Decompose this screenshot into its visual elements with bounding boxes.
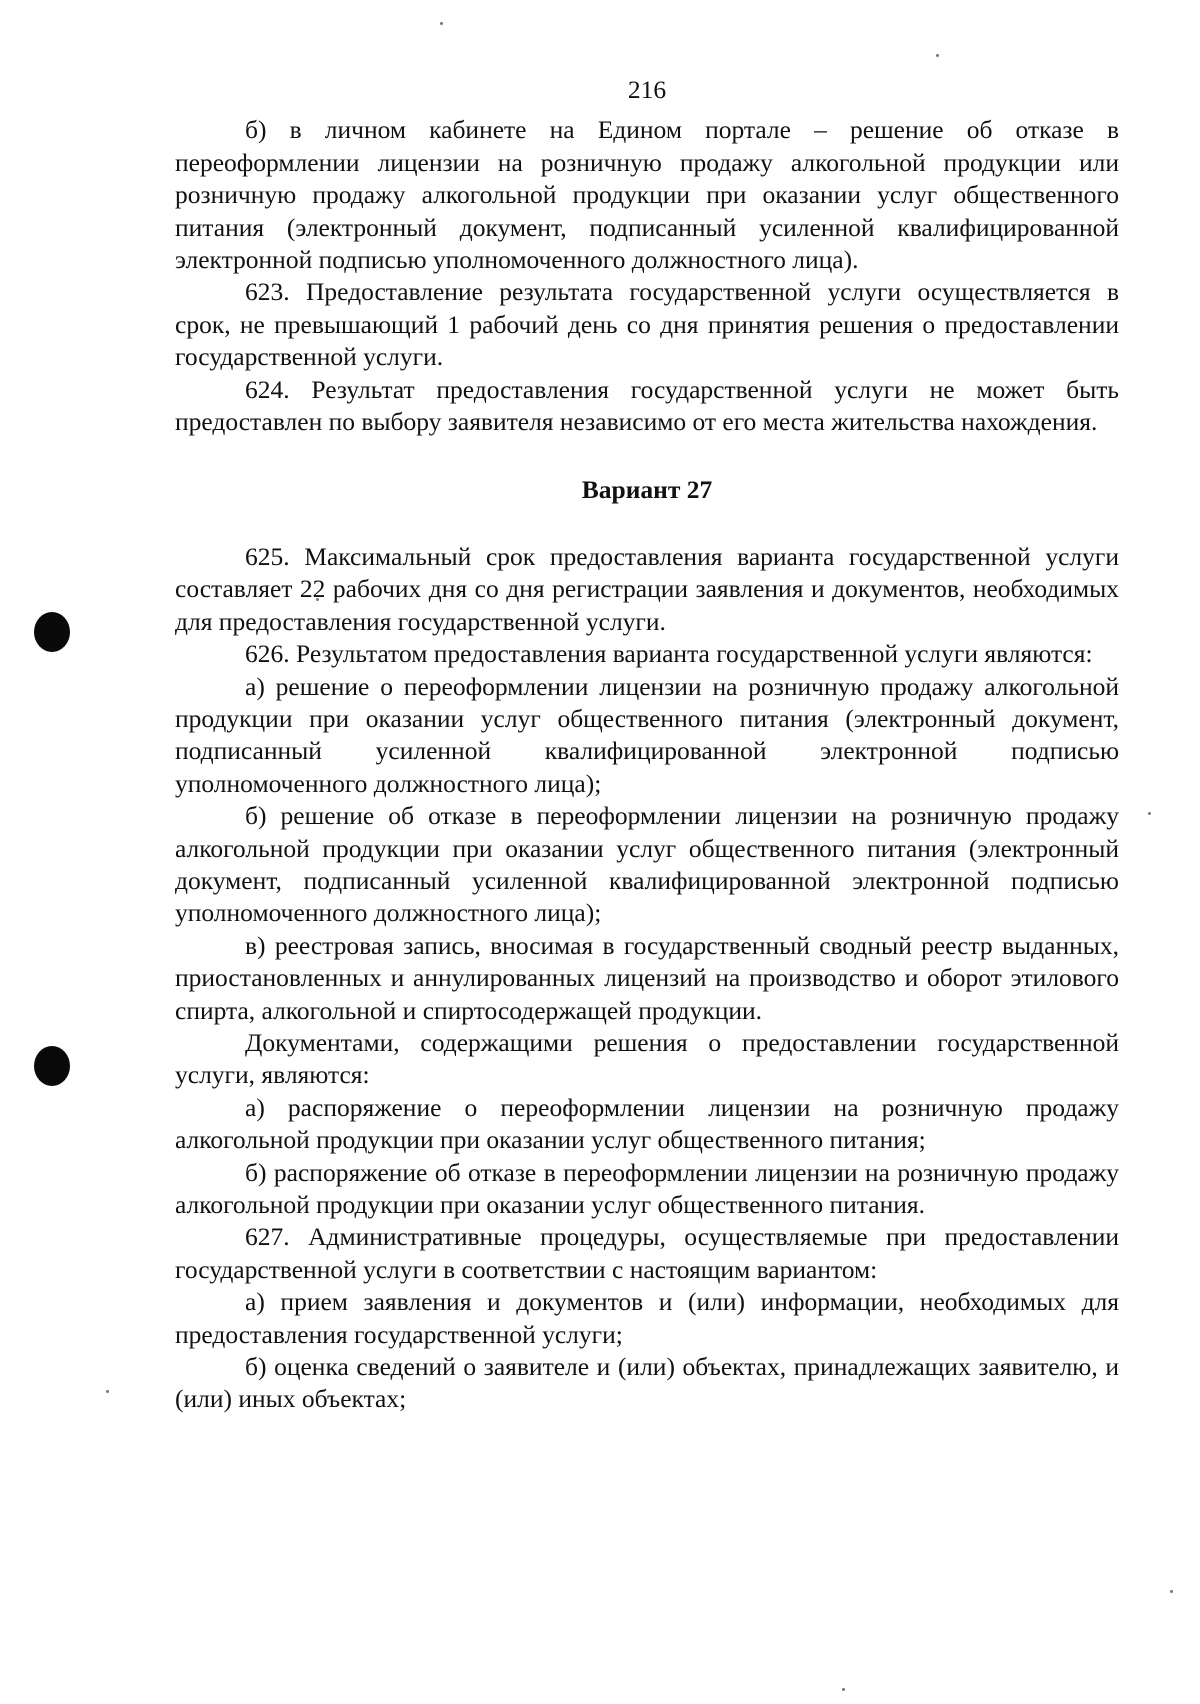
paragraph-624: 624. Результат предоставления государственной услуги не может быть предоставлен по выбору заявителя независимо от его места жительства нахождения. <box>175 374 1119 437</box>
section-heading: Вариант 27 <box>581 475 713 505</box>
paragraph-626-v: в) реестровая запись, вносимая в государственный сводный реестр выданных, приостановленных и аннулированных лицензий на производство и оборот этилового спирта, алкогольной и спиртосодержащей продукции. <box>175 930 1119 1025</box>
paragraph-627-b: б) оценка сведений о заявителе и (или) объектах, принадлежащих заявителю, и (или) иных объектах; <box>175 1352 1119 1414</box>
document-page <box>175 74 1119 1416</box>
binder-hole-mark <box>34 612 70 652</box>
page-number: 216 <box>627 75 667 104</box>
scan-speck <box>440 22 443 25</box>
paragraph-b-personal-cabinet: б) в личном кабинете на Едином портале – решение об отказе в переоформлении лицензии на розничную продажу алкогольной продукции или розничную продажу алкогольной продукции при оказании услуг общественного питания (электронный документ, подписанный усиленной квалифицированной электронной подписью уполномоченного должностного лица). <box>175 115 1119 275</box>
paragraph-626-a: а) решение о переоформлении лицензии на розничную продажу алкогольной продукции при оказании услуг общественного питания (электронный документ, подписанный усиленной квалифицированной электронной подписью уполномоченного должностного лица); <box>175 671 1119 798</box>
scan-speck <box>842 1688 845 1691</box>
paragraph-625: 625. Максимальный срок предоставления варианта государственной услуги составляет 22 рабочих дня со дня регистрации заявления и документов, необходимых для предоставления государственной услуги. <box>175 541 1119 636</box>
scan-speck <box>106 1390 109 1393</box>
paragraph-626: 626. Результатом предоставления варианта государственной услуги являются: <box>245 639 1093 669</box>
binder-hole-mark <box>34 1046 70 1086</box>
scan-speck <box>1148 812 1151 815</box>
paragraph-626-b: б) решение об отказе в переоформлении лицензии на розничную продажу алкогольной продукции при оказании услуг общественного питания (электронный документ, подписанный усиленной квалифицированной электронной подписью уполномоченного должностного лица); <box>175 801 1119 928</box>
scan-speck <box>936 54 939 57</box>
paragraph-627-a: а) прием заявления и документов и (или) информации, необходимых для предоставления государственной услуги; <box>175 1287 1119 1349</box>
paragraph-627: 627. Административные процедуры, осуществляемые при предоставлении государственной услуги в соответствии с настоящим вариантом: <box>175 1222 1119 1284</box>
scan-speck <box>1170 1590 1173 1593</box>
paragraph-decision-documents: Документами, содержащими решения о предоставлении государственной услуги, являются: <box>175 1027 1119 1090</box>
paragraph-decision-documents-b: б) распоряжение об отказе в переоформлении лицензии на розничную продажу алкогольной продукции при оказании услуг общественного питания. <box>175 1157 1119 1219</box>
paragraph-decision-documents-a: а) распоряжение о переоформлении лицензии на розничную продажу алкогольной продукции при оказании услуг общественного питания; <box>175 1092 1119 1155</box>
paragraph-623: 623. Предоставление результата государственной услуги осуществляется в срок, не превышающий 1 рабочий день со дня принятия решения о предоставлении государственной услуги. <box>175 277 1119 372</box>
